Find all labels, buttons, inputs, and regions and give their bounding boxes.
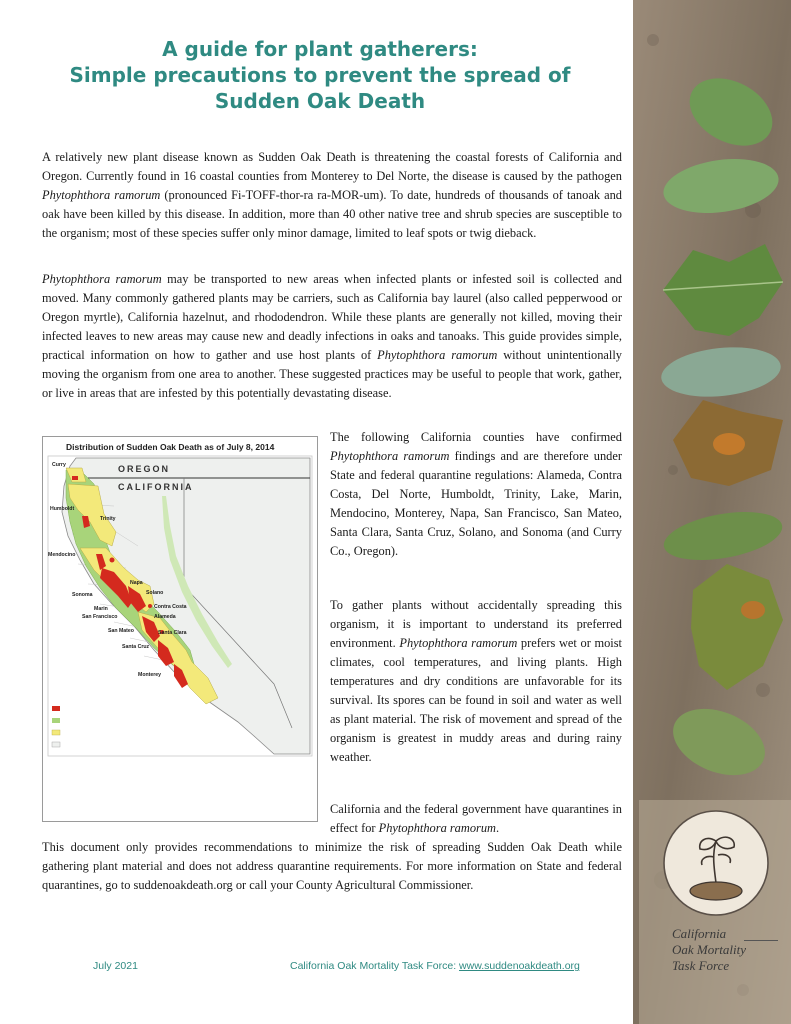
map-label-humboldt: Humboldt (50, 506, 75, 512)
map-label-trinity: Trinity (100, 516, 116, 522)
map-label-santa-cruz: Santa Cruz (122, 644, 150, 650)
map-label-san-mateo: San Mateo (108, 628, 134, 634)
transport-paragraph: Phytophthora ramorum may be transported to new areas when infected plants or infested soil is collected and moved. Many commonly gathered plants may be carriers, such as California bay laurel (also called pepperwood or Oregon myrtle), California hazelnut, and rhododendron. While these plants are generally not killed, moving their infected leaves to new areas may cause new and deadly infections in oaks and tanoaks. This guide provides simple, practical information on how to gather and use host plants of Phytophthora ramorum without unintentionally moving the organism from one area to another. These suggested practices may be useful to people that work, gather, or live in areas that are infested by this potentially devastating disease. (42, 272, 622, 400)
website-link[interactable]: www.suddenoakdeath.org (459, 960, 580, 972)
pathogen-name: Phytophthora ramorum (330, 449, 450, 463)
footer-date: July 2021 (93, 960, 138, 972)
disclaimer-paragraph: This document only provides recommendations to minimize the risk of spreading Sudden Oak Death while gathering plant material and does not address quarantine requirements. For more information on State and federal quarantines, go to suddenoakdeath.org or call your County Agricultural Commissioner. (42, 840, 622, 892)
map-label-monterey: Monterey (138, 672, 162, 678)
logo-rule (744, 940, 778, 941)
map-label-santa-clara: Santa Clara (158, 630, 187, 636)
environment-paragraph: To gather plants without accidentally spreading this organism, it is important to understand its preferred environment. Phytophthora ramorum prefers wet or moist climates, cool temperatures, and living plants. High temperatures and dry conditions are unfavorable for its survival. Its spores can be found in soil and water as well as plant material. The risk of movement and spread of the organism is greatest in muddy areas and during rainy weather. (330, 598, 623, 764)
map-label-sonoma: Sonoma (72, 592, 93, 598)
quarantine-paragraph: California and the federal government have quarantines in effect for Phytophthora ramorum. (330, 802, 622, 835)
map-label-marin: Marin (94, 606, 108, 612)
pathogen-name: Phytophthora ramorum (377, 348, 498, 362)
logo-line-2: Oak Mortality (672, 942, 747, 957)
logo-line-3: Task Force (672, 958, 730, 973)
distribution-map (42, 436, 318, 822)
pathogen-name: Phytophthora ramorum (42, 188, 161, 202)
map-state-oregon: OREGON (118, 464, 171, 474)
pathogen-name: Phytophthora ramorum (42, 272, 162, 286)
map-title: Distribution of Sudden Oak Death as of July 8, 2014 (66, 442, 275, 452)
pathogen-name: Phytophthora ramorum (399, 636, 518, 650)
title-line-1: A guide for plant gatherers: (162, 37, 478, 61)
task-force-logo-text (672, 926, 782, 974)
map-label-curry: Curry (52, 462, 66, 468)
task-force-logo (656, 805, 776, 925)
map-label-solano: Solano (146, 590, 164, 596)
intro-paragraph: A relatively new plant disease known as Sudden Oak Death is threatening the coastal forests of California and Oregon. Currently found in 16 coastal counties from Monterey to Del Norte, the disease is caused by the pathogen Phytophthora ramorum (pronounced Fi-TOFF-thor-ra ra-MOR-um). To date, hundreds of thousands of tanoak and oak have been killed by this disease. In addition, more than 40 other native tree and shrub species are susceptible to the organism; most of these species suffer only minor damage, limited to leaf spots or twig dieback. (42, 150, 622, 240)
title-line-3: Sudden Oak Death (214, 89, 426, 113)
page-title (40, 36, 600, 114)
map-label-san-francisco: San Francisco (82, 614, 118, 620)
pathogen-name: Phytophthora ramorum (378, 821, 496, 835)
map-state-california: CALIFORNIA (118, 482, 194, 492)
logo-line-1: California (672, 926, 727, 941)
map-label-mendocino: Mendocino (48, 552, 76, 558)
footer-org: California Oak Mortality Task Force: www.suddenoakdeath.org (290, 960, 580, 972)
map-label-alameda: Alameda (154, 614, 176, 620)
title-line-2: Simple precautions to prevent the spread of (69, 63, 571, 87)
map-label-napa: Napa (130, 580, 143, 586)
acorn-icon (690, 882, 742, 900)
counties-paragraph: The following California counties have confirmed Phytophthora ramorum findings and are therefore under State and federal quarantine regulations: Alameda, Contra Costa, Del Norte, Humboldt, Trinity, Lake, Marin, Mendocino, Monterey, Napa, San Francisco, San Mateo, Santa Clara, Santa Cruz, Solano, and Sonoma (and Curry Co., Oregon). (330, 430, 622, 558)
map-label-contra-costa: Contra Costa (154, 604, 187, 610)
